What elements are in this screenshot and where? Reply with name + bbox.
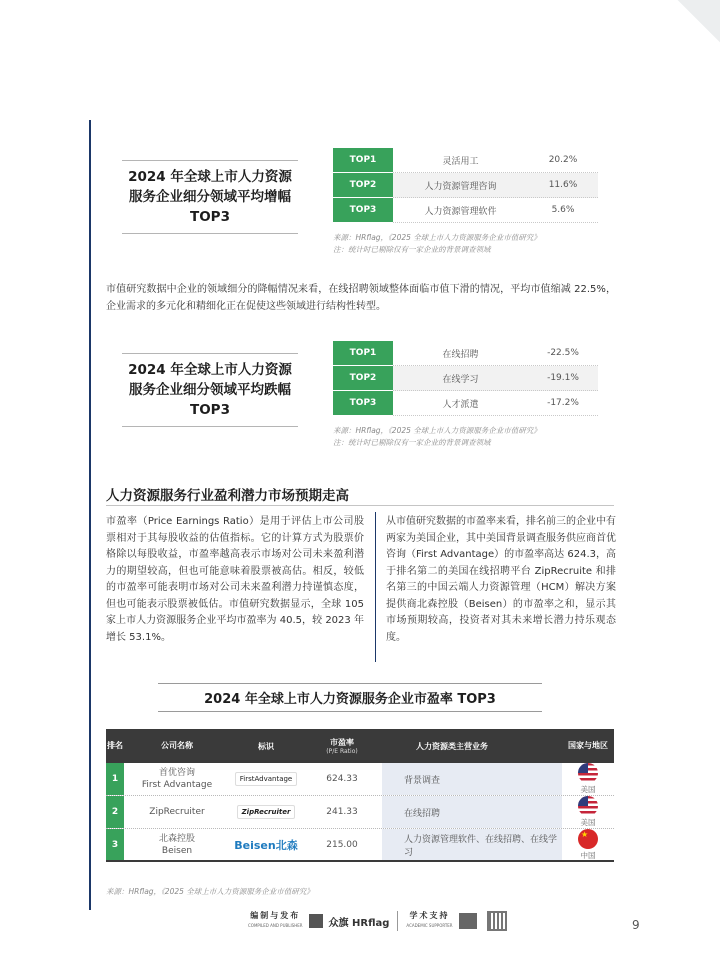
qr-code-icon (487, 911, 507, 931)
cn-flag-icon (578, 829, 598, 849)
ranking-row: TOP3 人力资源管理软件 5.6% (333, 198, 598, 223)
heading-divider (106, 505, 614, 506)
first-advantage-logo: FirstAdvantage (235, 772, 298, 786)
column-divider (375, 512, 376, 662)
ziprecruiter-logo: ZipRecruiter (237, 805, 296, 819)
growth-source: 来源：HRflag，《2025 全球上市人力资源服务企业市值研究》 注：统计时已剔除仅有一家企业的背景调查领域 (333, 233, 541, 254)
growth-title: 2024 年全球上市人力资源 服务企业细分领域平均增幅 TOP3 (122, 160, 298, 234)
table-header: 排名 公司名称 标识 市盈率 (P/E Ratio) 人力资源类主营业务 国家与地区 (106, 729, 614, 763)
hrflag-logo-icon (309, 914, 323, 928)
ranking-row: TOP2 人力资源管理咨询 11.6% (333, 173, 598, 198)
table-title: 2024 年全球上市人力资源服务企业市盈率 TOP3 (158, 683, 542, 712)
ranking-row: TOP1 在线招聘 -22.5% (333, 341, 598, 366)
page-number: 9 (632, 918, 640, 932)
paragraph-decline: 市值研究数据中企业的领域细分的降幅情况来看，在线招聘领域整体面临市值下滑的情况，平均市值缩减 22.5%，企业需求的多元化和精细化正在促使这些领域进行结构性转型。 (106, 284, 616, 312)
table-row: 3 北森控股 Beisen Beisen北森 215.00 人力资源管理软件、在线招聘、在线学习 ★ 中国 (106, 829, 614, 862)
left-accent-line (89, 120, 91, 910)
brand-name: 众旗 HRflag (328, 917, 390, 929)
column-left: 市盈率（Price Earnings Ratio）是用于评估上市公司股票相对于其每股收益的估值指标。它的计算方式为股票价格除以每股收益，市盈率越高表示市场对公司未来盈利潜力的期望较高，但也可能意味着股票被高估。相反，较低的市盈率可能表明市场对公司未来盈利潜力持谨慎态度，但也可能表示股票被低估。市值研究数据显示，全球 105 家上市人力资源服务企业平均市盈率为 40.5，较 2023 年增长 53.1%。 (106, 516, 364, 643)
growth-ranking (333, 148, 598, 223)
table-source: 来源：HRflag，《2025 全球上市人力资源服务企业市值研究》 (106, 887, 314, 896)
table-row: 1 首优咨询 First Advantage FirstAdvantage 624.33 背景调查 美国 (106, 763, 614, 796)
section-heading: 人力资源服务行业盈利潜力市场预期走高 (106, 488, 349, 504)
decline-source: 来源：HRflag，《2025 全球上市人力资源服务企业市值研究》 注：统计时已剔除仅有一家企业的背景调查领域 (333, 426, 541, 447)
corner-decoration (660, 0, 720, 50)
table-row: 2 ZipRecruiter ZipRecruiter 241.33 在线招聘 美国 (106, 796, 614, 829)
us-flag-icon (578, 796, 598, 816)
ranking-row: TOP1 灵活用工 20.2% (333, 148, 598, 173)
ranking-row: TOP3 人才派遣 -17.2% (333, 391, 598, 416)
footer-divider (397, 911, 398, 931)
decline-title: 2024 年全球上市人力资源 服务企业细分领域平均跌幅 TOP3 (122, 353, 298, 427)
supporter-logo-icon (459, 913, 477, 929)
ranking-row: TOP2 在线学习 -19.1% (333, 366, 598, 391)
beisen-logo: Beisen北森 (234, 838, 298, 852)
pe-ratio-table (106, 729, 614, 862)
us-flag-icon (578, 763, 598, 783)
footer: 编制与发布 COMPILED AND PUBLISHER 众旗 HRflag 学术支持 ACADEMIC SUPPORTER (248, 911, 507, 931)
column-right: 从市值研究数据的市盈率来看，排名前三的企业中有两家为美国企业，其中美国背景调查服务供应商首优咨询（First Advantage）的市盈率高达 624.3，高于排名第二的美国在线招聘平台 ZipRecruite 和排名第三的中国云端人力资源管理（HCM）解决方案提供商北森控股（Beisen）的市盈率之和，显示其市场预期较高，投资者对其未来增长潜力持乐观态度。 (386, 516, 616, 643)
decline-ranking (333, 341, 598, 416)
